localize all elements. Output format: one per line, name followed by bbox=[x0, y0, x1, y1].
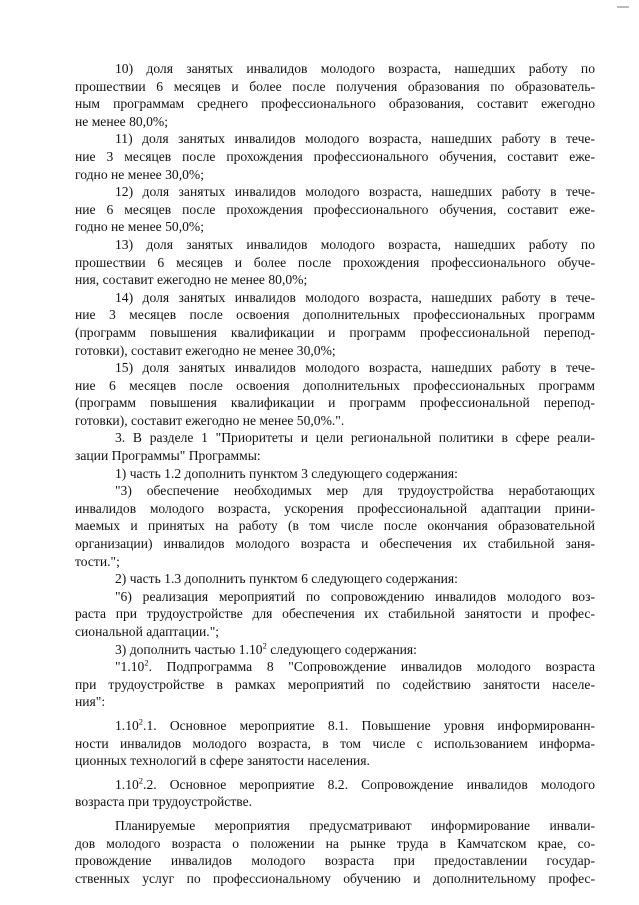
text-line: ния, составит ежегодно не менее 80,0%; bbox=[75, 272, 308, 288]
text-line: (программ повышения квалификации и программ профессиональной перепод- bbox=[75, 324, 595, 340]
text-line: "6) реализация мероприятий по сопровождению инвалидов молодого воз- bbox=[115, 588, 595, 604]
text-line: дов молодого возраста о положении на рынке труда в Камчатском крае, со- bbox=[75, 835, 595, 851]
text-line: "3) обеспечение необходимых мер для трудоустройства неработающих bbox=[115, 483, 595, 499]
text-line: 10) доля занятых инвалидов молодого возраста, нашедших работу по bbox=[115, 61, 595, 76]
text-line: ности инвалидов молодого возраста, в том числе с использованием информа- bbox=[75, 735, 595, 751]
text-line: возраста при трудоустройстве. bbox=[75, 794, 253, 810]
text-line: 15) доля занятых инвалидов молодого возраста, нашедших работу в тече- bbox=[115, 360, 595, 376]
text-line: годно не менее 50,0%; bbox=[75, 219, 205, 235]
text-line: годно не менее 30,0%; bbox=[75, 166, 205, 182]
text-line: ние 6 месяцев после прохождения профессионального обучения, составит еже- bbox=[75, 201, 595, 217]
text-line: ственных услуг по профессиональному обучению и дополнительному профес- bbox=[75, 870, 595, 886]
text-line: ние 3 месяцев после освоения дополнительных профессиональных программ bbox=[75, 307, 595, 323]
item-12 bbox=[75, 183, 595, 236]
item-14 bbox=[75, 289, 595, 359]
text-line bbox=[75, 658, 595, 676]
text-fragment: 1.10 bbox=[115, 776, 139, 792]
text-line: ционных технологий в сфере занятости населения. bbox=[75, 753, 370, 769]
text-line: 14) доля занятых инвалидов молодого возраста, нашедших работу в тече- bbox=[115, 289, 595, 305]
text-line: ния": bbox=[75, 694, 106, 710]
quote-point-3 bbox=[75, 482, 595, 570]
text-fragment: .1. Основное мероприятие 8.1. Повышение уровня информированн- bbox=[143, 717, 595, 733]
text-line: ным программам среднего профессионального образования, составит ежегодно bbox=[75, 96, 595, 112]
text-line bbox=[75, 641, 595, 659]
item-10 bbox=[75, 60, 595, 130]
text-line: раста при трудоустройстве для обеспечения их стабильной занятости и профес- bbox=[75, 606, 595, 622]
text-line: прошествии 6 месяцев и более после получения образования по образователь- bbox=[75, 78, 595, 94]
text-line: 3. В разделе 1 "Приоритеты и цели региональной политики в сфере реали- bbox=[115, 430, 595, 446]
section-3-heading bbox=[75, 429, 595, 464]
text-line: тости."; bbox=[75, 553, 120, 569]
item-15 bbox=[75, 359, 595, 429]
text-line: 1) часть 1.2 дополнить пунктом 3 следующего содержания: bbox=[115, 465, 458, 481]
text-line: при трудоустройстве в рамках мероприятий по содействию занятости населе- bbox=[75, 676, 595, 692]
text-line: (программ повышения квалификации и программ профессиональной перепод- bbox=[75, 395, 595, 411]
text-line: сиональной адаптации."; bbox=[75, 624, 220, 639]
measure-8-1 bbox=[75, 717, 595, 770]
text-line: не менее 80,0%; bbox=[75, 113, 168, 129]
text-line: готовки), составит ежегодно не менее 50,0%.". bbox=[75, 412, 345, 428]
superscript: 2 bbox=[262, 640, 267, 651]
text-line: готовки), составит ежегодно не менее 30,0%; bbox=[75, 342, 336, 358]
superscript: 2 bbox=[144, 657, 149, 668]
text-line: 12) доля занятых инвалидов молодого возраста, нашедших работу в тече- bbox=[115, 184, 595, 200]
quote-point-6 bbox=[75, 588, 595, 641]
text-fragment: . Подпрограмма 8 "Сопровождение инвалидов молодого возраста bbox=[148, 659, 595, 675]
scan-mark bbox=[617, 6, 629, 8]
text-line: организации) инвалидов молодого возраста и обеспечения их стабильной заня- bbox=[75, 536, 595, 552]
text-fragment: 3) дополнить частью 1.10 bbox=[115, 641, 263, 657]
text-line bbox=[75, 717, 595, 735]
text-line: зации Программы" Программы: bbox=[75, 448, 261, 464]
item-13 bbox=[75, 236, 595, 289]
text-fragment: "1.10 bbox=[115, 659, 145, 675]
text-line bbox=[75, 776, 595, 794]
text-fragment: .2. Основное мероприятие 8.2. Сопровождение инвалидов молодого bbox=[143, 776, 595, 792]
text-line: провождение инвалидов молодого возраста при предоставлении государ- bbox=[75, 853, 595, 869]
text-fragment: следующего содержания: bbox=[270, 641, 417, 657]
text-line: 13) доля занятых инвалидов молодого возраста, нашедших работу по bbox=[115, 236, 595, 252]
text-line: Планируемые мероприятия предусматривают информирование инвали- bbox=[115, 817, 595, 833]
text-line: инвалидов молодого возраста, ускорения профессиональной адаптации прини- bbox=[75, 500, 595, 516]
superscript: 2 bbox=[138, 775, 144, 786]
text-line: прошествии 6 месяцев и более после прохождения профессионального обуче- bbox=[75, 254, 595, 270]
superscript: 2 bbox=[138, 716, 144, 727]
subprogram-8-heading bbox=[75, 658, 595, 711]
text-fragment: 1.10 bbox=[115, 717, 139, 733]
planned-measures-paragraph bbox=[75, 817, 595, 887]
text-line: 11) доля занятых инвалидов молодого возраста, нашедших работу в тече- bbox=[115, 131, 595, 147]
text-line: ние 6 месяцев после освоения дополнительных профессиональных программ bbox=[75, 377, 595, 393]
item-11 bbox=[75, 130, 595, 183]
text-line: ние 3 месяцев после прохождения профессионального обучения, составит еже- bbox=[75, 148, 595, 164]
measure-8-2 bbox=[75, 776, 595, 811]
text-line: маемых и принятых на работу (в том числе после окончания образовательной bbox=[75, 518, 595, 534]
text-line: 2) часть 1.3 дополнить пунктом 6 следующего содержания: bbox=[115, 571, 458, 587]
